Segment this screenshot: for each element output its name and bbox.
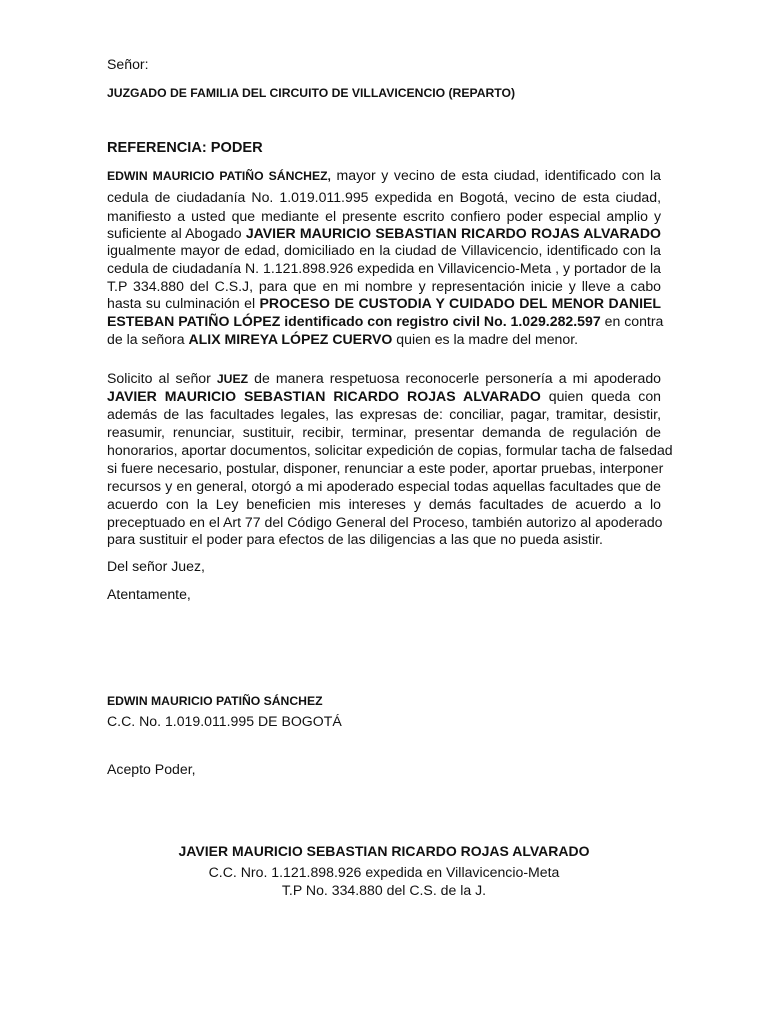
attorney-signature-name: JAVIER MAURICIO SEBASTIAN RICARDO ROJAS ALVARADO xyxy=(178,843,590,859)
p1-line-1: EDWIN MAURICIO PATIÑO SÁNCHEZ, mayor y vecino de esta ciudad, identificado con la xyxy=(107,167,661,183)
p2-line-8: acuerdo con la Ley beneficien mis intereses y demás facultades de acuerdo a lo xyxy=(107,496,661,512)
p2-line-5: honorarios, aportar documentos, solicitar expedición de copias, formular tacha de falsedad xyxy=(107,442,673,458)
p2-line-7: recursos y en general, otorgó a mi apoderado especial todas aquellas facultades que de xyxy=(107,478,661,494)
greeting: Señor: xyxy=(107,56,149,72)
signer-id: C.C. No. 1.019.011.995 DE BOGOTÁ xyxy=(107,713,342,729)
court-name: JUZGADO DE FAMILIA DEL CIRCUITO DE VILLAVICENCIO (REPARTO) xyxy=(107,86,516,100)
closing-judge: Del señor Juez, xyxy=(107,558,205,574)
p1-line-3: manifiesto a usted que mediante el presente escrito confiero poder especial amplio y xyxy=(107,208,661,224)
p2-line-1: Solicito al señor JUEZ de manera respetuosa reconocerle personería a mi apoderado xyxy=(107,370,661,386)
p1-line-7: T.P 334.880 del C.S.J, para que en mi nombre y representación inicie y lleve a cabo xyxy=(107,278,661,294)
signer-name: EDWIN MAURICIO PATIÑO SÁNCHEZ xyxy=(107,694,323,708)
p1-line-2: cedula de ciudadanía No. 1.019.011.995 expedida en Bogotá, vecino de esta ciudad, xyxy=(107,189,661,205)
closing-regards: Atentamente, xyxy=(107,586,191,602)
p2-line-3: además de las facultades legales, las expresas de: conciliar, pagar, tramitar, desistir, xyxy=(107,406,661,422)
p2-line-6: si fuere necesario, postular, disponer, renunciar a este poder, aportar pruebas, interponer xyxy=(107,460,664,476)
p1-line-5: igualmente mayor de edad, domiciliado en la ciudad de Villavicencio, identificado con la xyxy=(107,242,661,258)
attorney-tp: T.P No. 334.880 del C.S. de la J. xyxy=(281,882,487,898)
attorney-name: JAVIER MAURICIO SEBASTIAN RICARDO ROJAS ALVARADO xyxy=(245,225,661,241)
reference-heading: REFERENCIA: PODER xyxy=(107,140,263,156)
p2-line-4: reasumir, renunciar, sustituir, recibir, terminar, presentar demanda de regulación de xyxy=(107,424,661,440)
p2-line-9: preceptuado en el Art 77 del Código General del Proceso, también autorizo al apoderado xyxy=(107,514,663,530)
p2-line-2: JAVIER MAURICIO SEBASTIAN RICARDO ROJAS ALVARADO quien queda con xyxy=(107,388,661,404)
p1-line-8: hasta su culminación el PROCESO DE CUSTODIA Y CUIDADO DEL MENOR DANIEL xyxy=(107,295,661,311)
grantor-name: EDWIN MAURICIO PATIÑO SÁNCHEZ, xyxy=(107,169,331,183)
p1-line-9: ESTEBAN PATIÑO LÓPEZ identificado con registro civil No. 1.029.282.597 en contra xyxy=(107,313,664,329)
p1-line-4: suficiente al Abogado JAVIER MAURICIO SEBASTIAN RICARDO ROJAS ALVARADO xyxy=(107,225,661,241)
p2-line-10: para sustituir el poder para efectos de las diligencias a las que no pueda asistir. xyxy=(107,531,603,547)
p1-line-6: cedula de ciudadanía N. 1.121.898.926 expedida en Villavicencio-Meta , y portador de la xyxy=(107,260,661,276)
counterparty-name: ALIX MIREYA LÓPEZ CUERVO xyxy=(188,331,393,347)
p1-line-10: de la señora ALIX MIREYA LÓPEZ CUERVO quien es la madre del menor. xyxy=(107,331,579,347)
attorney-id: C.C. Nro. 1.121.898.926 expedida en Villavicencio-Meta xyxy=(208,864,560,880)
process-name: PROCESO DE CUSTODIA Y CUIDADO DEL MENOR DANIEL xyxy=(259,295,661,311)
accept-power: Acepto Poder, xyxy=(107,761,196,777)
